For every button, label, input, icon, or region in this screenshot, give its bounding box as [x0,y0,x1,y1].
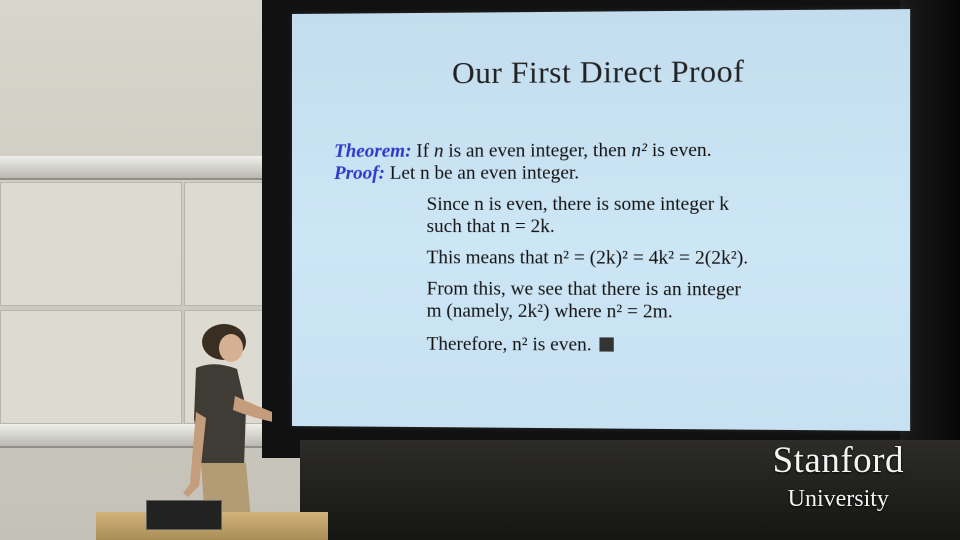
theorem-line [334,140,712,163]
projected-slide [292,9,910,431]
wall-rail-upper [0,156,300,180]
wall-panel-top [0,182,182,306]
proof-line-2: Since n is even, there is some integer k [426,193,730,215]
proof-line-7 [427,334,615,357]
qed-square-icon [600,337,614,351]
wall-panel-bottom [0,310,182,424]
proof-line-6: m (namely, 2k²) where n² = 2m. [426,300,673,323]
proof-line-3: such that n = 2k. [426,215,555,238]
stanford-watermark [773,442,904,516]
proof-label: Proof: [334,162,385,184]
theorem-text-2: is an even integer, then [448,139,627,162]
proof-line-1 [334,162,579,185]
presenter [182,324,272,520]
stanford-wordmark: Stanford [772,440,904,481]
wall-panel-top-right [184,182,270,306]
proof-line-5: From this, we see that there is an integer [426,278,742,301]
university-wordmark: University [787,486,889,512]
presenter-face [219,334,243,362]
theorem-label: Theorem: [334,140,412,162]
theorem-n-squared: n² [631,139,647,162]
theorem-text-3: is even. [651,139,712,162]
proof-text-1: Let n be an even integer. [389,162,580,184]
theorem-text-1: If [416,140,430,162]
proof-text-7: Therefore, n² is even. [426,333,592,356]
slide-title: Our First Direct Proof [452,53,745,91]
laptop [146,500,222,530]
proof-line-4: This means that n² = (2k)² = 4k² = 2(2k²). [426,247,749,269]
theorem-var-n: n [433,140,444,162]
